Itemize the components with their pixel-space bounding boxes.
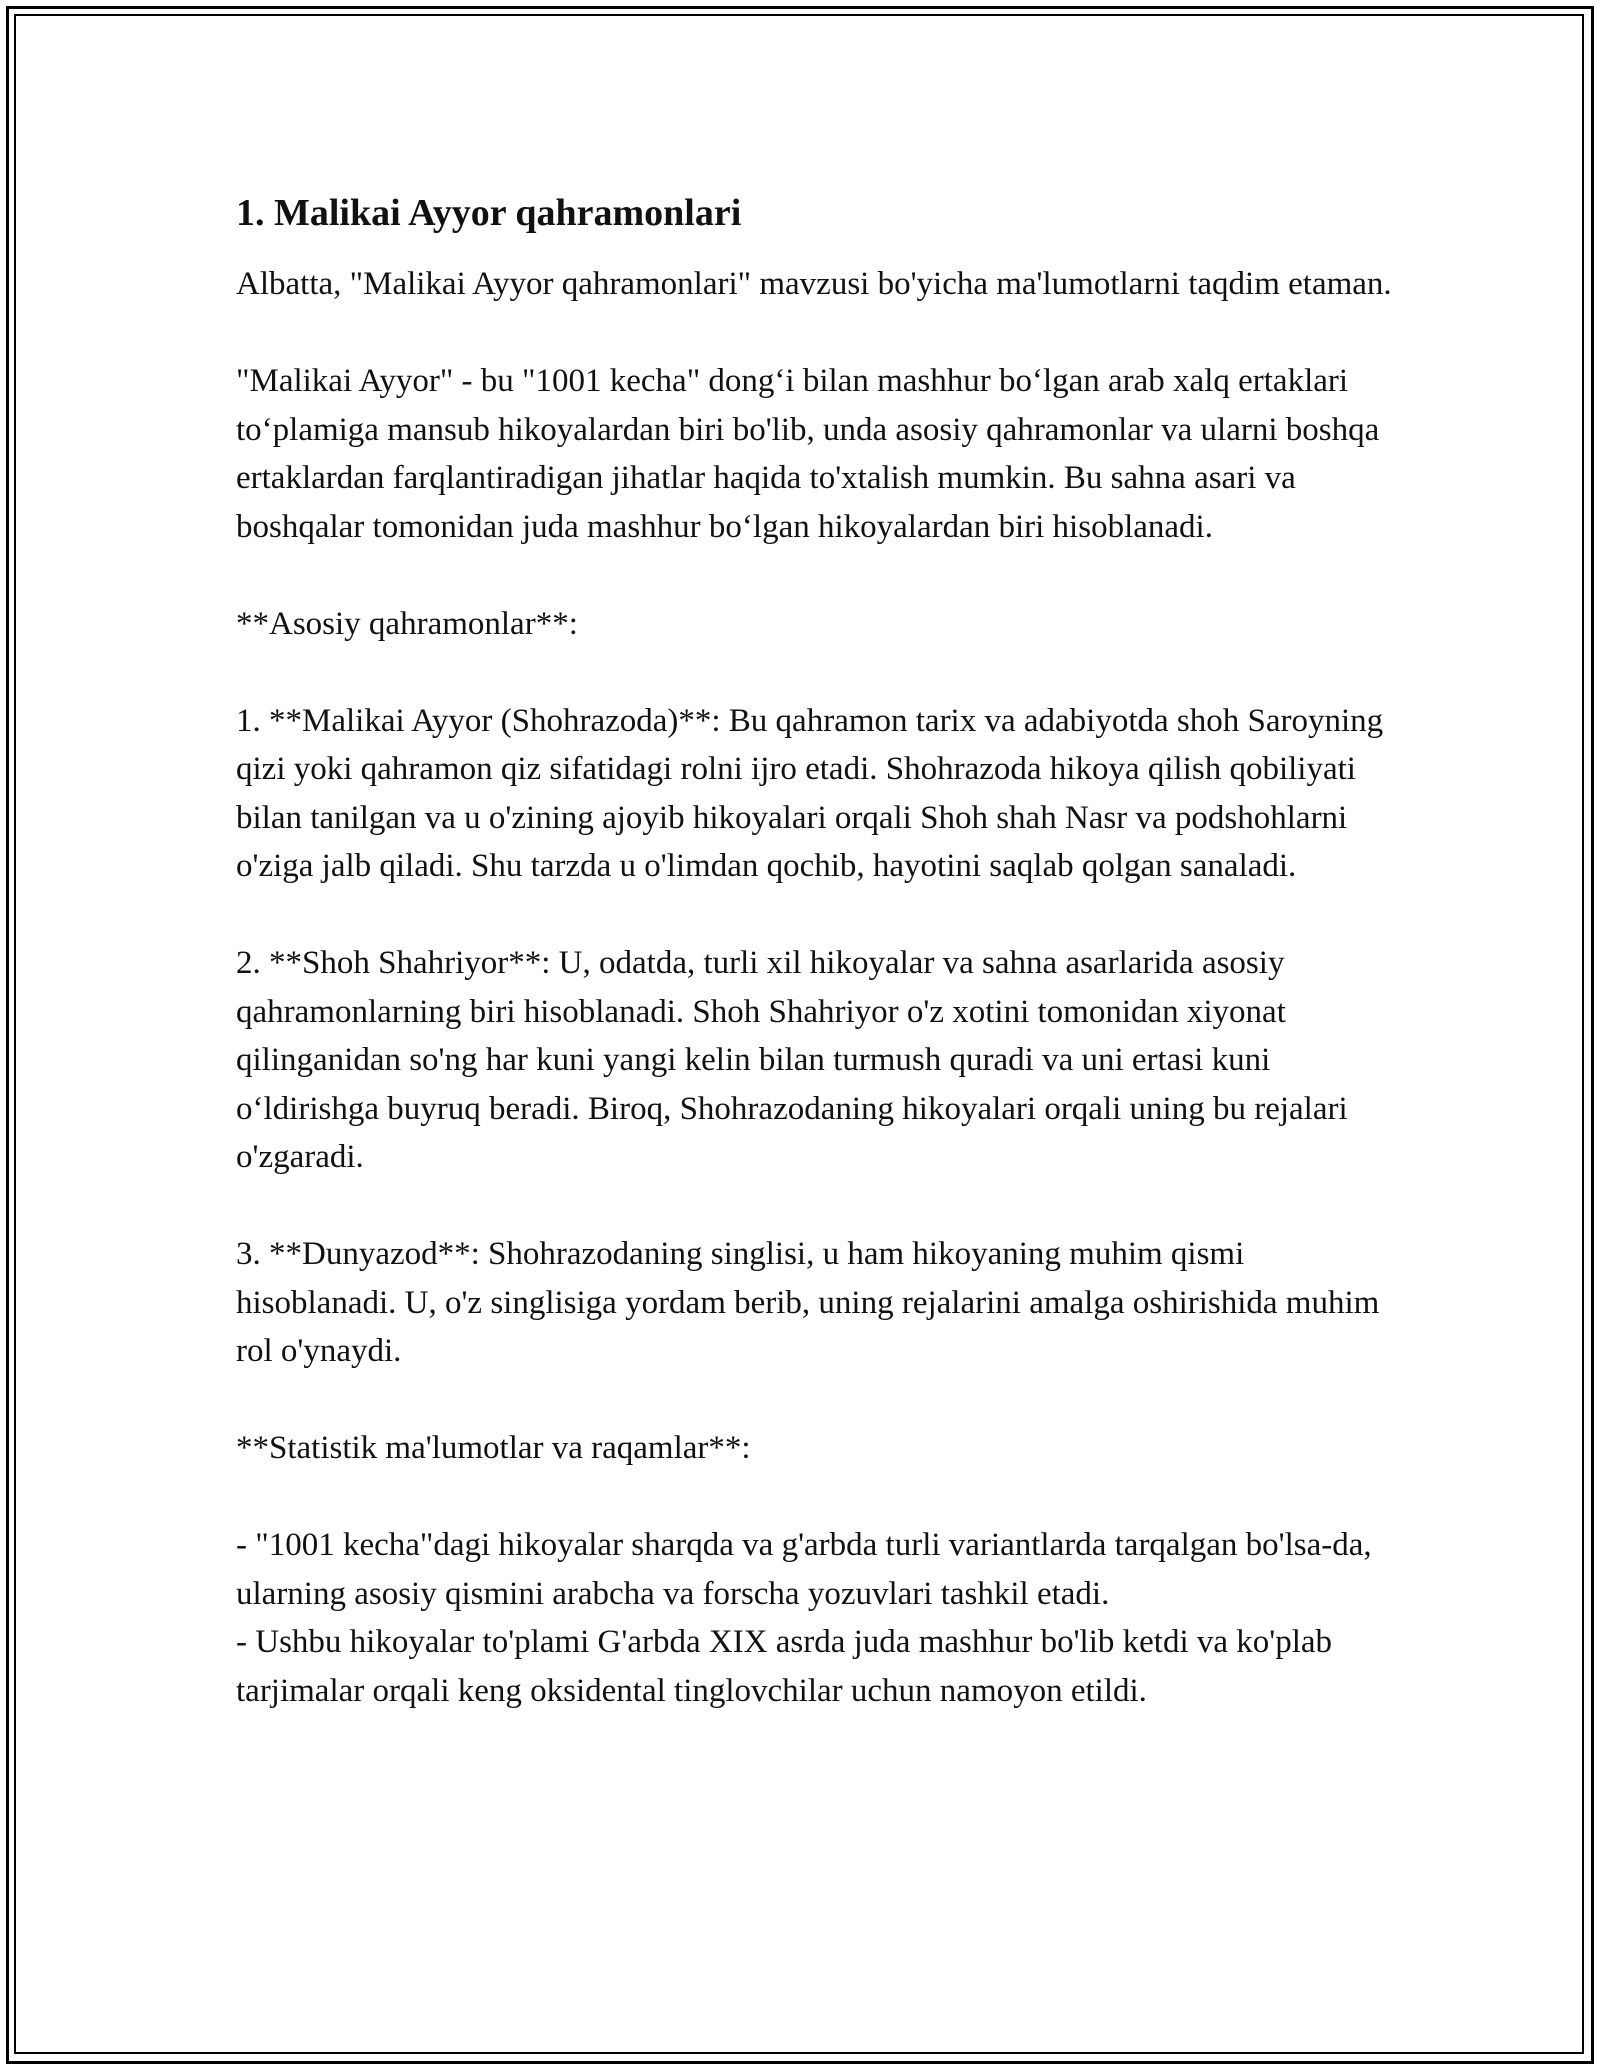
character-shohrazoda-paragraph: 1. **Malikai Ayyor (Shohrazoda)**: Bu qahramon tarix va adabiyotda shoh Saroyning qizi yoki qahramon qiz sifatidagi rolni ijro etadi. Shohrazoda hikoya qilish qobiliyati bilan tanilgan va u o'zining ajoyib hikoyalari orqali Shoh shah Nasr va podshohlarni o'ziga jalb qiladi. Shu tarzda u o'limdan qochib, hayotini saqlab qolgan sanaladi. (236, 702, 1384, 884)
section-heading-main-characters: **Asosiy qahramonlar**: (236, 605, 578, 642)
character-dunyazod-paragraph: 3. **Dunyazod**: Shohrazodaning singlisi, u ham hikoyaning muhim qismi hisoblanadi. U, o'z singlisiga yordam berib, uning rejalarini amalga oshirishida muhim rol o'ynaydi. (236, 1236, 1380, 1369)
intro-paragraph: Albatta, "Malikai Ayyor qahramonlari" mavzusi bo'yicha ma'lumotlarni taqdim etaman. (236, 266, 1392, 302)
document-body (236, 186, 1396, 1715)
statistics-bullet-item: - Ushbu hikoyalar to'plami G'arbda XIX asrda juda mashhur bo'lib ketdi va ko'plab tarjimalar orqali keng oksidental tinglovchilar uchun namoyon etildi. (236, 1624, 1333, 1709)
statistics-bullet-item: - "1001 kecha"dagi hikoyalar sharqda va g'arbda turli variantlarda tarqalgan bo'lsa-da, ularning asosiy qismini arabcha va forscha yozuvlari tashkil etadi. (236, 1527, 1372, 1612)
section-heading-statistics: **Statistik ma'lumotlar va raqamlar**: (236, 1430, 751, 1466)
description-paragraph: "Malikai Ayyor" - bu "1001 kecha" dong‘i bilan mashhur bo‘lgan arab xalq ertaklari to‘plamiga mansub hikoyalardan biri bo'lib, unda asosiy qahramonlar va ularni boshqa ertaklardan farqlantiradigan jihatlar haqida to'xtalish mumkin. Bu sahna asari va boshqalar tomonidan juda mashhur bo‘lgan hikoyalardan biri hisoblanadi. (236, 363, 1380, 545)
character-shahriyor-paragraph: 2. **Shoh Shahriyor**: U, odatda, turli xil hikoyalar va sahna asarlarida asosiy qahramonlarning biri hisoblanadi. Shoh Shahriyor o'z xotini tomonidan xiyonat qilinganidan so'ng har kuni yangi kelin bilan turmush quradi va uni ertasi kuni o‘ldirishga buyruq beradi. Biroq, Shohrazodaning hikoyalari orqali uning bu rejalari o'zgaradi. (236, 945, 1348, 1175)
document-title: 1. Malikai Ayyor qahramonlari (236, 192, 742, 234)
